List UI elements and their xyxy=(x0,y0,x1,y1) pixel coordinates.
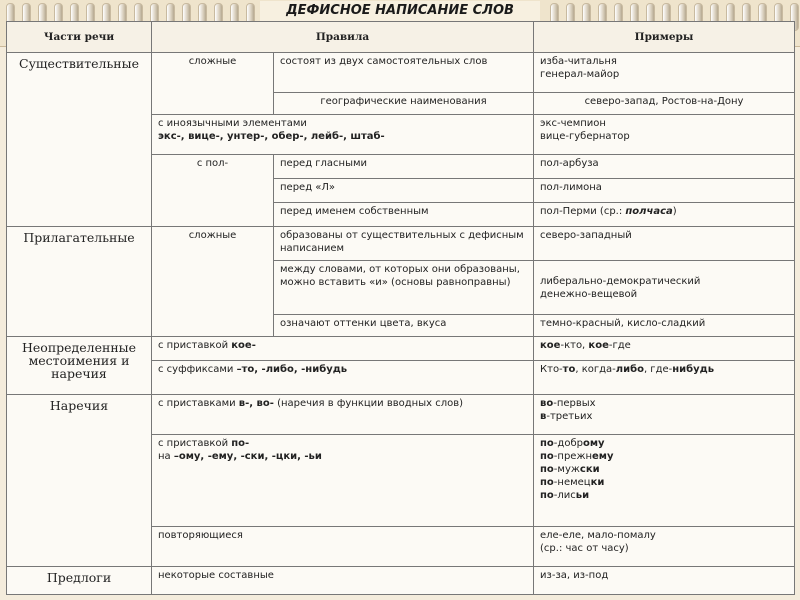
table-row xyxy=(7,567,795,595)
example-line: (ср.: час от часу) xyxy=(540,543,629,554)
example-bold: ому xyxy=(582,438,605,449)
rule-line: с иноязычными элементами xyxy=(158,118,307,129)
nouns-example-4: пол-арбуза xyxy=(534,155,795,179)
adverbs-rule-1 xyxy=(152,395,534,435)
header-row xyxy=(7,22,795,53)
nouns-example-2: северо-запад, Ростов-на-Дону xyxy=(534,93,795,115)
example-line: денежно-вещевой xyxy=(540,288,638,300)
example-line: еле-еле, мало-помалу xyxy=(540,530,656,541)
adverbs-example-1 xyxy=(534,395,795,435)
example-text: пол-Перми (ср.: xyxy=(540,206,626,217)
adverbs-example-2 xyxy=(534,435,795,527)
pos-adjectives: Прилагательные xyxy=(7,227,152,337)
example-bold: ьи xyxy=(575,490,590,501)
rule-bold: в-, во- xyxy=(238,398,274,409)
example-bold: ски xyxy=(579,464,600,475)
example-text: -добр xyxy=(553,438,583,449)
example-line: либерально-демократический xyxy=(540,275,701,287)
rules-table xyxy=(6,21,795,595)
header-examples: Примеры xyxy=(534,22,795,53)
example-bold: ему xyxy=(592,451,614,462)
nouns-rule-2: географические наименования xyxy=(274,93,534,115)
rule-bold: по- xyxy=(231,438,250,449)
example-text: -прежн xyxy=(553,451,592,462)
example-bold: по xyxy=(540,451,554,462)
pos-nouns: Существительные xyxy=(7,53,152,227)
example-text: -кто, xyxy=(560,340,589,351)
example-line xyxy=(540,437,788,450)
example-bold: нибудь xyxy=(672,364,715,375)
adjectives-example-3: темно-красный, кисло-сладкий xyxy=(534,315,795,337)
prefix-list: экс-, вице-, унтер-, обер-, лейб-, штаб- xyxy=(158,131,385,142)
prepositions-rule-1: некоторые составные xyxy=(152,567,534,595)
example-text: -немец xyxy=(553,477,591,488)
rule-bold: кое- xyxy=(231,340,256,351)
header-rules: Правила xyxy=(152,22,534,53)
example-text: -где xyxy=(608,340,631,351)
table-row xyxy=(7,53,795,93)
pos-adverbs: Наречия xyxy=(7,395,152,567)
rule-bold: –ому, -ему, -ски, -цки, -ьи xyxy=(173,451,322,462)
pronouns-example-1 xyxy=(534,337,795,361)
adjectives-rule-1: образованы от существительных с дефисным написанием xyxy=(274,227,534,261)
prepositions-example-1: из-за, из-под xyxy=(534,567,795,595)
example-bold: по xyxy=(540,438,554,449)
nouns-example-5: пол-лимона xyxy=(534,179,795,203)
example-text: , где- xyxy=(643,364,673,375)
nouns-rule-1: состоят из двух самостоятельных слов xyxy=(274,53,534,93)
example-text: , когда- xyxy=(575,364,616,375)
example-text: -лис xyxy=(553,490,576,501)
example-text: -третьих xyxy=(546,411,593,422)
example-text: -муж xyxy=(553,464,580,475)
adverbs-rule-2 xyxy=(152,435,534,527)
nouns-rule-6: перед именем собственным xyxy=(274,203,534,227)
rule-text: на xyxy=(158,451,174,462)
adverbs-example-3 xyxy=(534,527,795,567)
nouns-rule-5: перед «Л» xyxy=(274,179,534,203)
example-line: вице-губернатор xyxy=(540,131,630,142)
example-bold: кое xyxy=(540,340,561,351)
nouns-pol: с пол- xyxy=(152,155,274,227)
pos-pronouns: Неопределенные местоимения и наречия xyxy=(7,337,152,395)
example-text: -первых xyxy=(553,398,596,409)
rule-text: с приставкой xyxy=(158,438,232,449)
pronouns-example-2 xyxy=(534,361,795,395)
example-line xyxy=(540,450,788,463)
adjectives-complex: сложные xyxy=(152,227,274,337)
nouns-rule-4: перед гласными xyxy=(274,155,534,179)
example-line: генерал-майор xyxy=(540,69,620,80)
example-text: ) xyxy=(672,206,677,217)
adjectives-example-2 xyxy=(534,261,795,315)
nouns-example-6 xyxy=(534,203,795,227)
rule-line xyxy=(158,437,527,450)
rule-text: с приставкой xyxy=(158,340,232,351)
example-line xyxy=(540,397,788,410)
rule-text: с суффиксами xyxy=(158,364,237,375)
example-line xyxy=(540,489,788,502)
table-row xyxy=(7,337,795,361)
example-line xyxy=(540,463,788,476)
table-row xyxy=(7,395,795,435)
adjectives-rule-2: между словами, от которых они образованы, можно вставить «и» (основы равноправны) xyxy=(274,261,534,315)
rule-line xyxy=(158,450,527,463)
rule-bold: –то, -либо, -нибудь xyxy=(236,364,348,375)
table-row xyxy=(7,227,795,261)
example-line: экс-чемпион xyxy=(540,118,606,129)
header-pos: Части речи xyxy=(7,22,152,53)
adjectives-rule-3: означают оттенки цвета, вкуса xyxy=(274,315,534,337)
example-bold: по xyxy=(540,477,554,488)
nouns-example-3 xyxy=(534,115,795,155)
pos-prepositions: Предлоги xyxy=(7,567,152,595)
example-bold: полчаса xyxy=(625,206,673,217)
example-text: Кто- xyxy=(540,364,563,375)
example-bold: в xyxy=(540,411,547,422)
rule-text: с приставками xyxy=(158,398,239,409)
adjectives-example-1: северо-западный xyxy=(534,227,795,261)
page-title: ДЕФИСНОЕ НАПИСАНИЕ СЛОВ xyxy=(260,1,540,21)
example-bold: во xyxy=(540,398,554,409)
pronouns-rule-2 xyxy=(152,361,534,395)
adverbs-rule-3: повторяющиеся xyxy=(152,527,534,567)
example-bold: по xyxy=(540,490,554,501)
example-bold: по xyxy=(540,464,554,475)
nouns-rule-3 xyxy=(152,115,534,155)
example-bold: либо xyxy=(615,364,644,375)
nouns-example-1 xyxy=(534,53,795,93)
example-bold: ки xyxy=(590,477,605,488)
example-bold: то xyxy=(562,364,576,375)
example-line xyxy=(540,410,788,423)
example-line: изба-читальня xyxy=(540,56,617,67)
pronouns-rule-1 xyxy=(152,337,534,361)
nouns-complex: сложные xyxy=(152,53,274,115)
example-line xyxy=(540,476,788,489)
example-bold: кое xyxy=(588,340,609,351)
rule-text: (наречия в функции вводных слов) xyxy=(273,398,464,409)
